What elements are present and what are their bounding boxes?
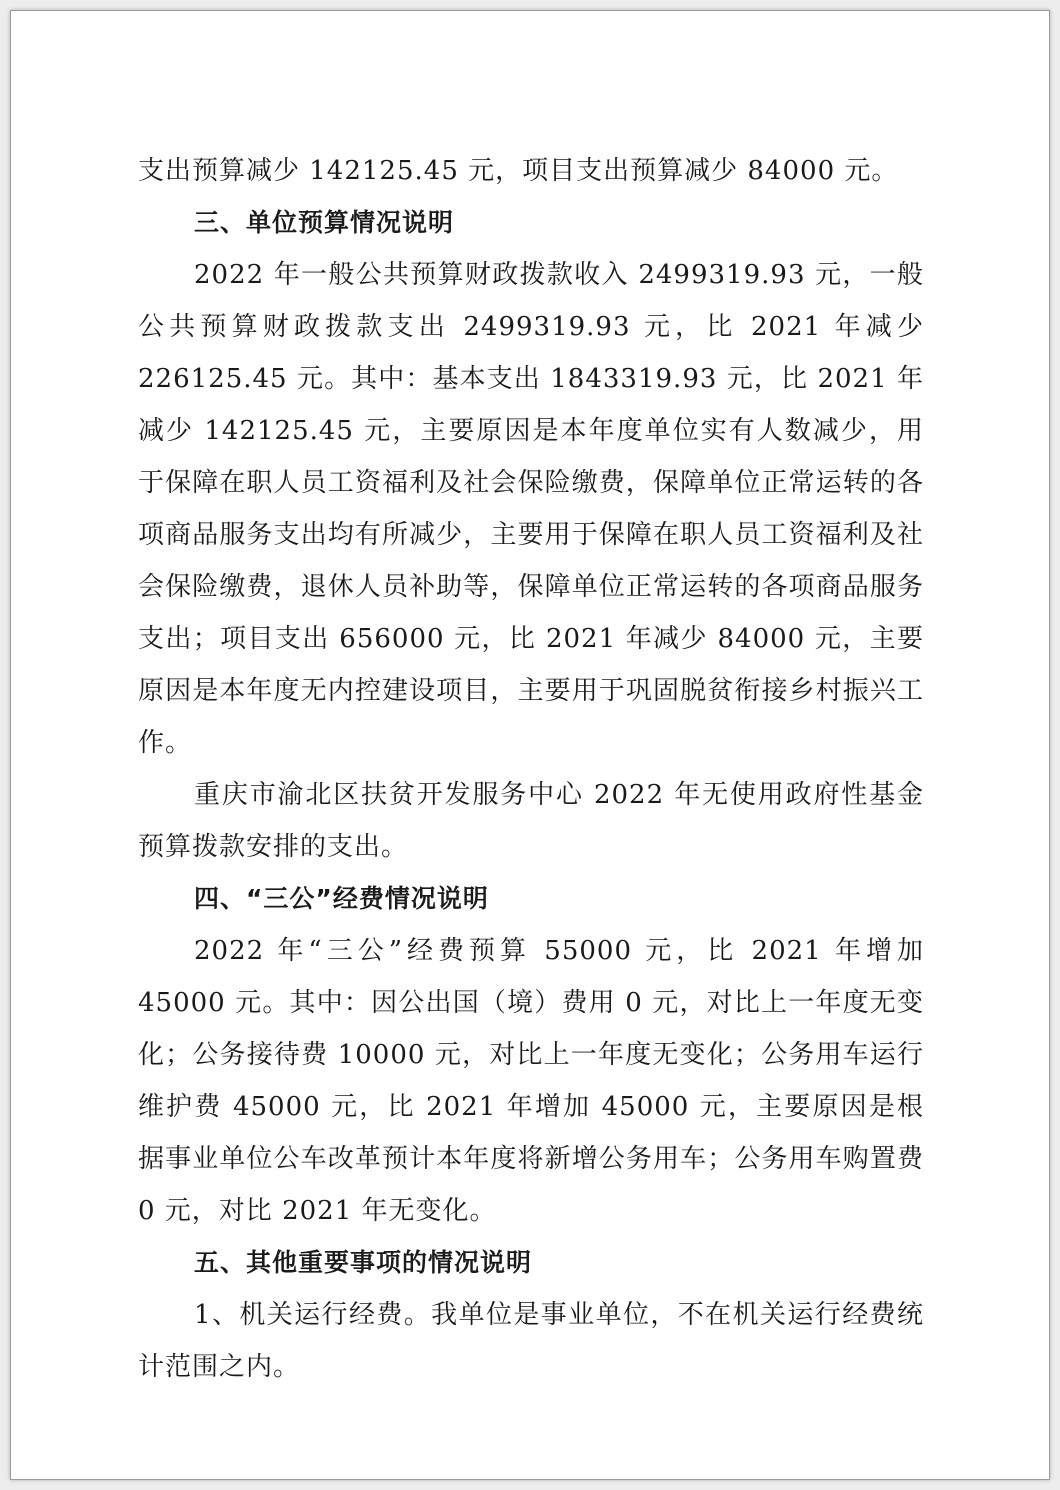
paragraph-fund: 重庆市渝北区扶贫开发服务中心 2022 年无使用政府性基金预算拨款安排的支出。: [138, 780, 924, 862]
section-heading-5: 五、其他重要事项的情况说明: [194, 1248, 533, 1277]
paragraph-operating-cost: 1、机关运行经费。我单位是事业单位，不在机关运行经费统计范围之内。: [138, 1300, 924, 1382]
section-heading-3: 三、单位预算情况说明: [194, 208, 455, 237]
paragraph-budget: 2022 年一般公共预算财政拨款收入 2499319.93 元，一般公共预算财政拨款支出 2499319.93 元，比 2021 年减少 226125.45 元。其中：基本支出 1843319.93 元，比 2021 年减少 142125.45 元，主要原因是本年度单位实有人数减少，用于保障在职人员工资福利及社会保险缴费，保障单位正常运转的各项商品服务支出均有所减少，主要用于保障在职人员工资福利及社会保险缴费，退休人员补助等，保障单位正常运转的各项商品服务支出；项目支出 656000 元，比 2021 年减少 84000 元，主要原因是本年度无内控建设项目，主要用于巩固脱贫衔接乡村振兴工作。: [138, 260, 924, 758]
paragraph-continuation: 支出预算减少 142125.45 元，项目支出预算减少 84000 元。: [138, 156, 899, 186]
document-page: [10, 10, 1050, 1480]
paragraph-three-public: 2022 年“三公”经费预算 55000 元，比 2021 年增加 45000 元。其中：因公出国（境）费用 0 元，对比上一年度无变化；公务接待费 10000 元，对比上一年度无变化；公务用车运行维护费 45000 元，比 2021 年增加 45000 元，主要原因是根据事业单位公车改革预计本年度将新增公务用车；公务用车购置费 0 元，对比 2021 年无变化。: [138, 936, 924, 1226]
document-body: [138, 145, 924, 1393]
section-heading-4: 四、“三公”经费情况说明: [194, 884, 489, 913]
